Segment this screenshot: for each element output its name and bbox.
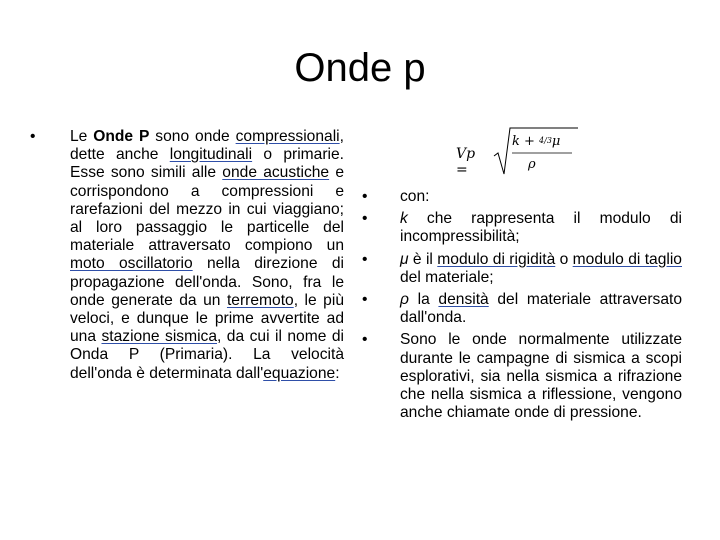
- text-segment: sono onde: [149, 128, 236, 145]
- bullet-dot: •: [362, 188, 368, 205]
- formula-lhs: Vp =: [456, 146, 476, 178]
- link-densita[interactable]: densità: [438, 291, 489, 309]
- formula-numerator: [512, 134, 560, 149]
- bullet-dot: •: [362, 210, 368, 228]
- bullet-text: [400, 210, 682, 246]
- bullet-text: [400, 331, 682, 422]
- link-stazione-sismica[interactable]: stazione sismica: [101, 328, 218, 346]
- left-bullet: [30, 128, 344, 383]
- bullet-dot: •: [362, 291, 368, 309]
- bullet-dot: •: [362, 250, 368, 268]
- bullet-dot: •: [362, 331, 368, 349]
- text-segment: , le più veloci, e dunque le prime avvertite ad una: [70, 291, 344, 346]
- link-modulo-di-rigidita[interactable]: modulo di rigidità: [437, 250, 556, 268]
- link-terremoto[interactable]: terremoto: [226, 291, 294, 309]
- numerator-k: k +: [512, 134, 540, 149]
- text-segment: , da cui il nome di Onda P (Primaria). La velocità dell'onda è determinata dall': [70, 328, 344, 382]
- left-column: [30, 128, 344, 387]
- right-bullet-mu: [362, 251, 682, 287]
- right-bullet-con: [362, 188, 682, 206]
- text-segment: o primarie. Esse sono simili alle: [70, 146, 344, 182]
- link-onde-acustiche[interactable]: onde acustiche: [222, 164, 330, 182]
- text-segment: con:: [400, 188, 430, 205]
- right-bullet-sono: [362, 331, 682, 422]
- bullet-text: [400, 251, 682, 287]
- link-modulo-di-taglio[interactable]: modulo di taglio: [572, 250, 682, 268]
- symbol-rho: ρ: [400, 291, 409, 309]
- link-longitudinali[interactable]: longitudinali: [169, 146, 253, 164]
- text-segment: che rappresenta il modulo di incompressibilità;: [400, 210, 682, 246]
- text-segment: la: [408, 291, 439, 309]
- term-onde-p: Onde P: [93, 128, 150, 145]
- right-column: [362, 188, 682, 426]
- text-segment: :: [335, 364, 340, 382]
- symbol-k: k: [400, 210, 408, 228]
- text-segment: e corrispondono a compressioni e rarefazioni del mezzo in cui viaggiano; al loro passaggio le particelle del materiale attraversato compiono un: [70, 164, 344, 255]
- text-segment: del materiale attraversato dall'onda.: [400, 291, 683, 327]
- text-segment: del materiale;: [400, 268, 494, 286]
- right-bullet-k: [362, 210, 682, 246]
- slide-title: Onde p: [294, 46, 426, 90]
- link-equazione[interactable]: equazione: [263, 364, 336, 382]
- right-bullet-rho: [362, 291, 682, 327]
- text-segment: Sono le onde normalmente utilizzate durante le campagne di sismica a scopi esplorativi, sia nella sismica a rifrazione che nella sismica a riflessione, vengono anche chiamate onde di pressione.: [400, 331, 682, 422]
- symbol-mu: μ: [400, 250, 409, 268]
- text-segment: è il: [408, 250, 438, 268]
- bullet-dot: •: [30, 128, 36, 145]
- bullet-text: [400, 188, 682, 206]
- left-bullet-text: [70, 128, 344, 383]
- formula-denominator: ρ: [528, 157, 536, 172]
- link-compressionali[interactable]: compressionali: [235, 128, 340, 145]
- bullet-text: [400, 291, 682, 327]
- text-segment: , dette anche: [70, 128, 344, 164]
- numerator-mu: μ: [551, 134, 561, 149]
- text-segment: o: [555, 250, 573, 268]
- text-segment: Le: [70, 128, 94, 145]
- text-segment: nella direzione di propagazione dell'onda. Sono, fra le onde generate da un: [70, 255, 344, 309]
- numerator-fraction: 4/3: [539, 136, 552, 145]
- link-moto-oscillatorio[interactable]: moto oscillatorio: [70, 255, 193, 273]
